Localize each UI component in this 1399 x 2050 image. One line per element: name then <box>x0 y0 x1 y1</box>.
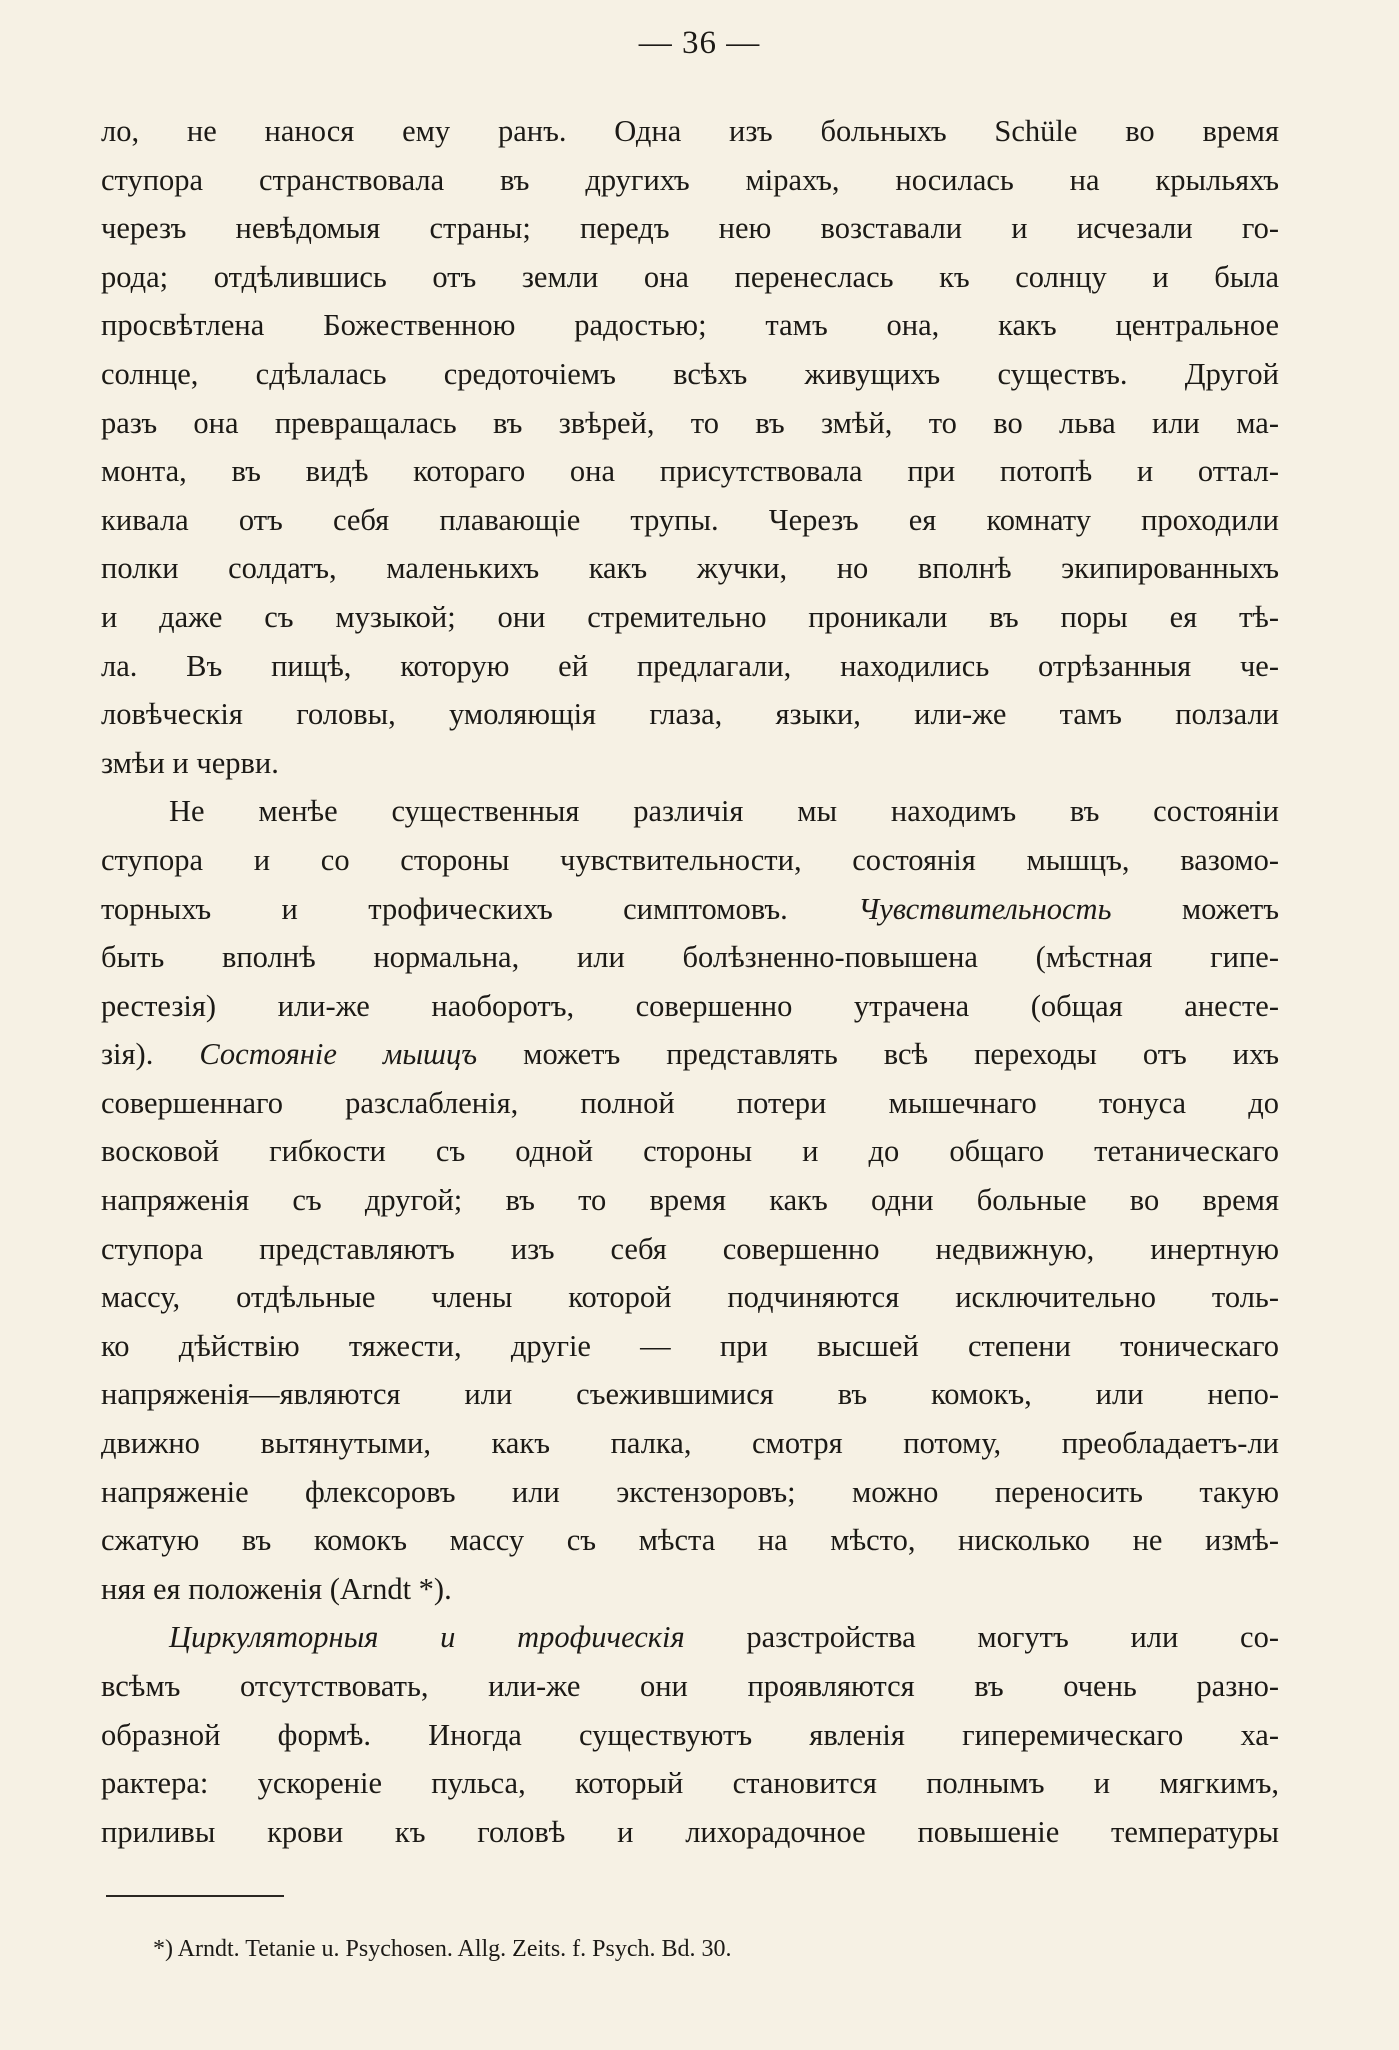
text-line: просвѣтлена Божественною радостью; тамъ она, какъ центральное <box>101 308 1279 343</box>
text-line: приливы крови къ головѣ и лихорадочное повышеніе температуры <box>101 1814 1279 1849</box>
text-line: ступора представляютъ изъ себя совершенно недвижную, инертную <box>101 1231 1279 1266</box>
paragraph-first-line: Не менѣе существенныя различія мы находимъ въ состояніи <box>169 794 1279 829</box>
text-line: напряженія—являются или съежившимися въ комокъ, или непо- <box>101 1377 1279 1412</box>
text-line: ла. Въ пищѣ, которую ей предлагали, находились отрѣзанныя че- <box>101 648 1279 683</box>
text-line <box>101 1030 1279 1079</box>
text-segment: зія). <box>101 1037 200 1072</box>
text-line: ступора странствовала въ другихъ мірахъ, носилась на крыльяхъ <box>101 162 1279 197</box>
text-segment: можетъ <box>1111 891 1279 926</box>
text-line: ко дѣйствію тяжести, другіе — при высшей степени тоническаго <box>101 1328 1279 1363</box>
text-line: массу, отдѣльные члены которой подчиняются исключительно толь- <box>101 1280 1279 1315</box>
page-number: — 36 — <box>638 25 761 61</box>
text-line: ло, не нанося ему ранъ. Одна изъ больныхъ Schüle во время <box>101 114 1279 148</box>
text-line: образной формѣ. Иногда существуютъ явленія гиперемическаго ха- <box>101 1717 1279 1752</box>
text-line: всѣмъ отсутствовать, или-же они проявляются въ очень разно- <box>101 1669 1279 1703</box>
italic-term: Состояніе мышцъ <box>199 1037 478 1072</box>
text-line: напряженіе флексоровъ или экстензоровъ; можно переносить такую <box>101 1474 1279 1509</box>
text-line: полки солдатъ, маленькихъ какъ жучки, но вполнѣ экипированныхъ <box>101 551 1279 586</box>
body-text <box>101 107 1279 1856</box>
text-line: разъ она превращалась въ звѣрей, то въ змѣй, то во льва или ма- <box>101 405 1279 440</box>
text-line: совершеннаго разслабленія, полной потери мышечнаго тонуса до <box>101 1085 1279 1120</box>
footnote-divider <box>106 1895 284 1897</box>
text-line: змѣи и черви. <box>101 745 279 780</box>
italic-term: Чувствительность <box>858 891 1112 926</box>
text-line <box>101 885 1279 934</box>
text-segment: торныхъ и трофическихъ симптомовъ. <box>101 891 859 926</box>
text-line: движно вытянутыми, какъ палка, смотря потому, преобладаетъ-ли <box>101 1426 1279 1461</box>
text-line: солнце, сдѣлалась средоточіемъ всѣхъ живущихъ существъ. Другой <box>101 356 1279 391</box>
text-line: рактера: ускореніе пульса, который становится полнымъ и мягкимъ, <box>101 1766 1279 1801</box>
paragraph-first-line <box>101 1613 1279 1662</box>
italic-term: Циркуляторныя и трофическія <box>169 1620 685 1655</box>
text-line: монта, въ видѣ котораго она присутствовала при потопѣ и оттал- <box>101 454 1279 489</box>
text-line: восковой гибкости съ одной стороны и до общаго тетаническаго <box>101 1134 1279 1169</box>
text-line: кивала отъ себя плавающіе трупы. Черезъ ея комнату проходили <box>101 502 1279 537</box>
footnote: *) Arndt. Tetanie u. Psychosen. Allg. Zeits. f. Psych. Bd. 30. <box>153 1936 732 1962</box>
text-line: рода; отдѣлившись отъ земли она перенеслась къ солнцу и была <box>101 259 1279 294</box>
text-line: и даже съ музыкой; они стремительно проникали въ поры ея тѣ- <box>101 599 1279 634</box>
text-segment: можетъ представлять всѣ переходы отъ ихъ <box>477 1037 1279 1072</box>
text-line: черезъ невѣдомыя страны; передъ нею возставали и исчезали го- <box>101 211 1279 246</box>
text-line: сжатую въ комокъ массу съ мѣста на мѣсто, нисколько не измѣ- <box>101 1523 1279 1558</box>
text-line: рестезія) или-же наоборотъ, совершенно утрачена (общая анесте- <box>101 988 1279 1023</box>
text-line: ступора и со стороны чувствительности, состоянія мышцъ, вазомо- <box>101 842 1279 877</box>
text-line: ловѣческія головы, умоляющія глаза, языки, или-же тамъ ползали <box>101 697 1279 732</box>
text-line: няя ея положенія (Arndt *). <box>101 1571 452 1606</box>
text-line: быть вполнѣ нормальна, или болѣзненно-повышена (мѣстная гипе- <box>101 940 1279 975</box>
text-segment: разстройства могутъ или со- <box>684 1620 1279 1655</box>
text-line: напряженія съ другой; въ то время какъ одни больные во время <box>101 1183 1279 1218</box>
